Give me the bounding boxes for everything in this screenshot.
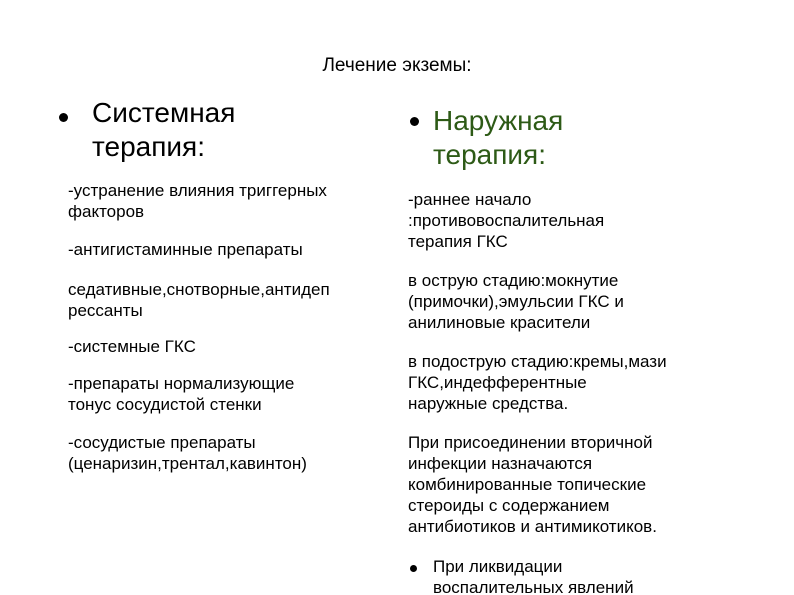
left-item-antihistamines: -антигистаминные препараты — [68, 240, 303, 259]
left-item-triggers: -устранение влияния триггерных факторов — [68, 181, 327, 221]
right-item-secondary-infection: При присоединении вторичной инфекции назначаются комбинированные топические стероиды с содержанием антибиотиков и антимикотиков. — [408, 433, 657, 536]
left-item-vascular-tone: -препараты нормализующие тонус сосудистой стенки — [68, 374, 295, 414]
right-heading-line2: терапия: — [433, 139, 546, 170]
right-heading — [433, 104, 563, 172]
right-item-early-start: -раннее начало :противовоспалительная терапия ГКС — [408, 190, 605, 251]
left-heading-line1: Системная — [92, 97, 236, 128]
left-item-sedatives: седативные,снотворные,антидеп рессанты — [68, 280, 330, 320]
left-item-systemic-gks: -системные ГКС — [68, 337, 196, 356]
right-last-bullet-dot — [410, 565, 417, 572]
left-heading-line2: терапия: — [92, 131, 205, 162]
slide-title: Лечение экземы: — [322, 55, 472, 76]
left-heading — [92, 96, 235, 164]
right-item-acute-stage: в острую стадию:мокнутие (примочки),эмульсии ГКС и анилиновые красители — [408, 271, 624, 332]
right-bullet-dot — [410, 117, 419, 126]
right-item-after-inflammation: При ликвидации воспалительных явлений — [433, 557, 634, 595]
right-heading-line1: Наружная — [433, 105, 564, 136]
left-item-vascular-drugs: -сосудистые препараты (ценаризин,трентал,кавинтон) — [68, 433, 307, 473]
left-bullet-dot — [59, 113, 68, 122]
right-item-subacute-stage: в подострую стадию:кремы,мази ГКС,индефферентные наружные средства. — [408, 352, 667, 413]
